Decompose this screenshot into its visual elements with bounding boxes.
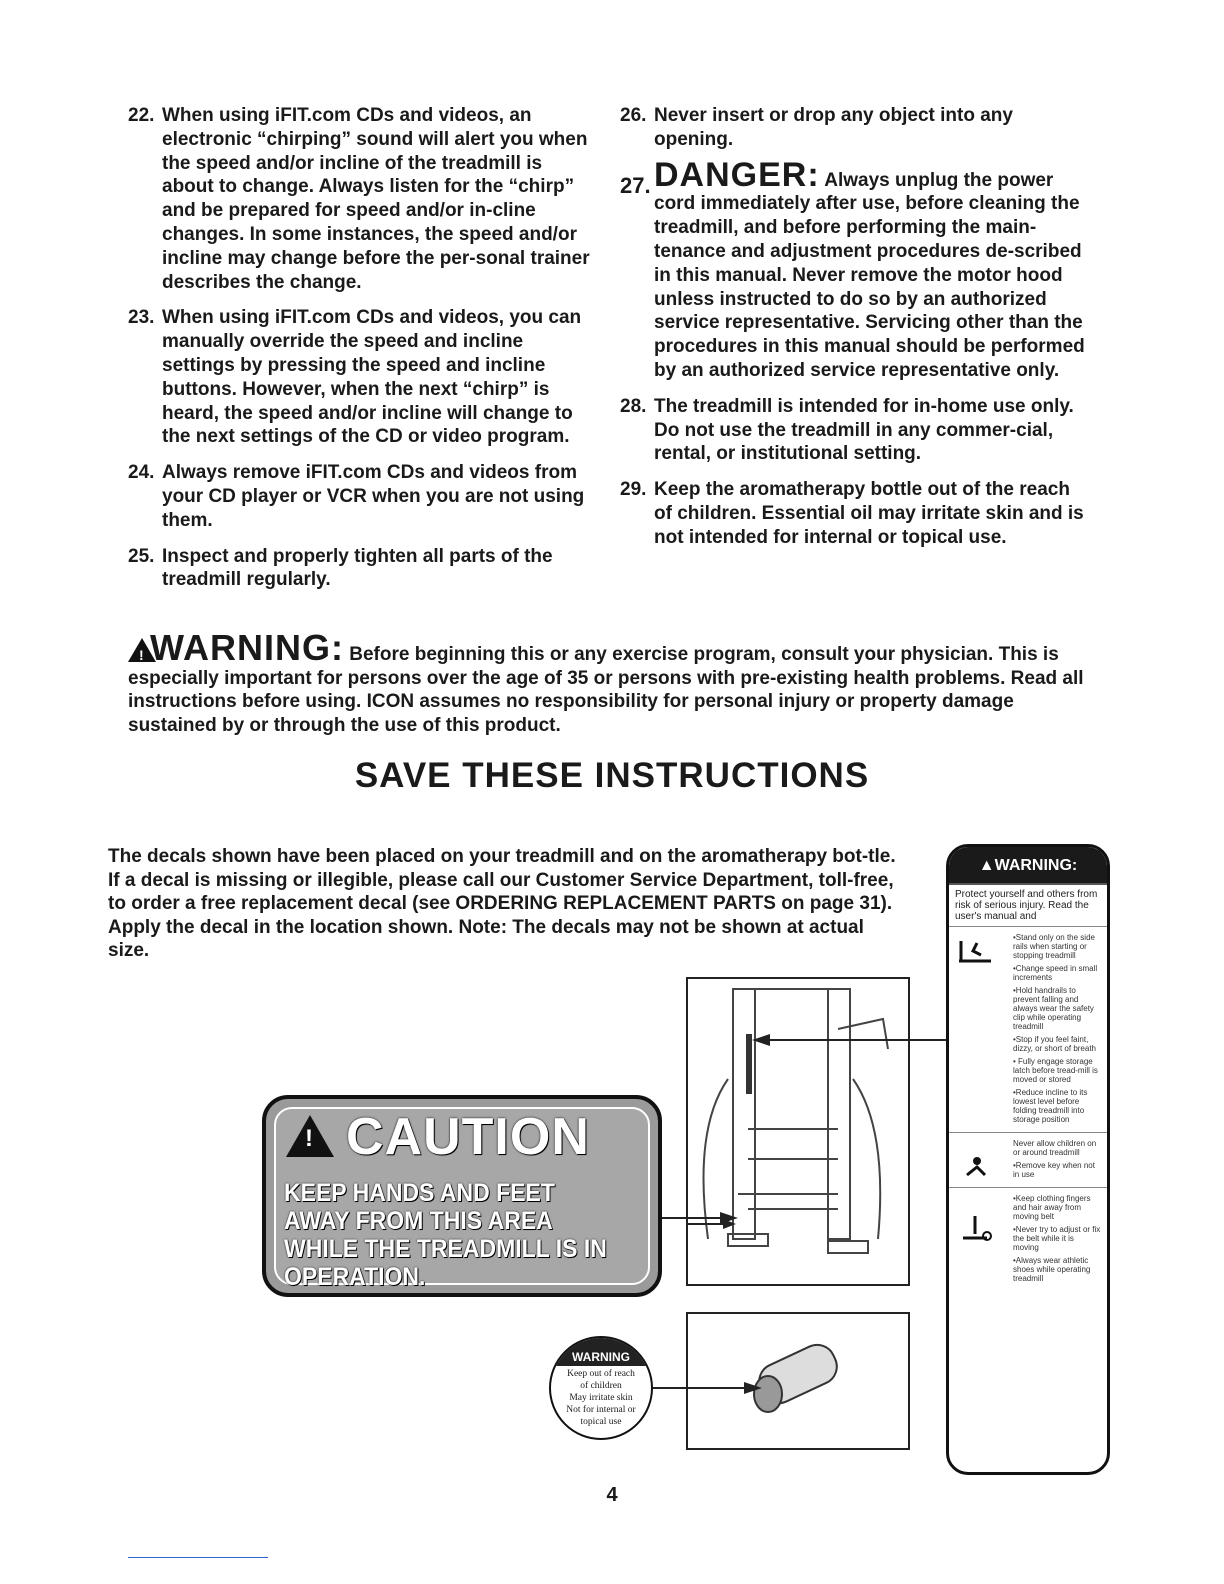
- hand-in-belt-icon: [957, 1214, 993, 1242]
- danger-item: 27. DANGER: Always unplug the power cord immediately after use, before cleaning the treadmill, and before performing the main-tenance and adjustment procedures de-scribed in this manual. Never remove the motor hood unless instructed to do so by an authorized service representative. Servicing other than the procedures in this manual should be performed by an authorized service representative only.: [620, 155, 1085, 381]
- side-warning-decal: ▲WARNING: Protect yourself and others from risk of serious injury. Read the user's manual and •Stand only on the side rails when starting or stopping treadmill •Change speed in small increments •Hold handrails to prevent falling and always wear the safety clip while operating treadmill •Stop if you feel faint, dizzy, or short of breath • Fully engage storage latch before tread-mill is moved or stored •Reduce incline to its lowest level before folding treadmill into storage position Never allow children on or around treadmill •Remove key when not in use •Keep clothing fingers and hair away from moving belt •Never try to adjust or fix the belt while it is moving •Always wear athletic shoes while operating treadmill: [946, 844, 1110, 1475]
- list-item: 29. Keep the aromatherapy bottle out of the reach of children. Essential oil may irritate skin and is not intended for internal or topical use.: [620, 479, 1084, 548]
- warning-text: Before beginning this or any exercise program, consult your physician. This is especially important for persons over the age of 35 or persons with pre-existing health problems. Read all instructions before using. ICON assumes no responsibility for personal injury or property damage sustained by or through the use of this product.: [128, 644, 1084, 736]
- warning-triangle-icon: [128, 638, 156, 662]
- list-item: 25. Inspect and properly tighten all parts of the treadmill regularly.: [128, 545, 553, 591]
- left-column: [128, 104, 594, 604]
- list-item: 24. Always remove iFIT.com CDs and videos from your CD player or VCR when you are not using them.: [128, 462, 585, 531]
- list-item: 23. When using iFIT.com CDs and videos, you can manually override the speed and incline settings by pressing the speed and incline buttons. However, when the next “chirp” is heard, the speed and/or incline will change to the next settings of the CD or video program.: [128, 307, 582, 448]
- bottle-warning-decal: WARNING Keep out of reach of children May irritate skin Not for internal or topical use: [549, 1336, 653, 1440]
- person-on-treadmill-icon: [957, 937, 993, 965]
- child-icon: [957, 1153, 993, 1181]
- caution-triangle-icon: [286, 1115, 334, 1157]
- decal-intro-text: The decals shown have been placed on your treadmill and on the aromatherapy bot-tle. If a decal is missing or illegible, please call our Customer Service Department, toll-free, to order a free replacement decal (see ORDERING REPLACEMENT PARTS on page 31). Apply the decal in the location shown. Note: The decals may not be shown at actual size.: [108, 846, 896, 962]
- caution-decal: [262, 1095, 662, 1297]
- warning-label: WARNING:: [150, 627, 344, 668]
- list-item: 22. When using iFIT.com CDs and videos, an electronic “chirping” sound will alert you when the speed and/or incline of the treadmill is about to change. Always listen for the “chirp” and be prepared for speed and/or in-cline changes. In some instances, the speed and/or incline may change before the per-sonal trainer describes the change.: [128, 105, 590, 293]
- caution-body: KEEP HANDS AND FEET AWAY FROM THIS AREA WHILE THE TREADMILL IS IN OPERATION.: [284, 1179, 607, 1291]
- list-item: 28. The treadmill is intended for in-home use only. Do not use the treadmill in any commer-cial, rental, or institutional setting.: [620, 395, 1074, 465]
- list-item: 26. Never insert or drop any object into any opening.: [620, 105, 1013, 150]
- footer-rule: [128, 1557, 268, 1558]
- save-instructions-heading: SAVE THESE INSTRUCTIONS: [354, 756, 870, 795]
- danger-label: DANGER:: [654, 155, 820, 194]
- caution-title: CAUTION: [346, 1108, 590, 1166]
- warning-paragraph: [128, 627, 1088, 737]
- bottle-warning-head: WARNING: [551, 1338, 651, 1366]
- warning-triangle-icon: ▲: [978, 857, 995, 874]
- right-column: [620, 104, 1090, 562]
- page-number: 4: [606, 1484, 618, 1506]
- bottle-arrow: [648, 1370, 768, 1410]
